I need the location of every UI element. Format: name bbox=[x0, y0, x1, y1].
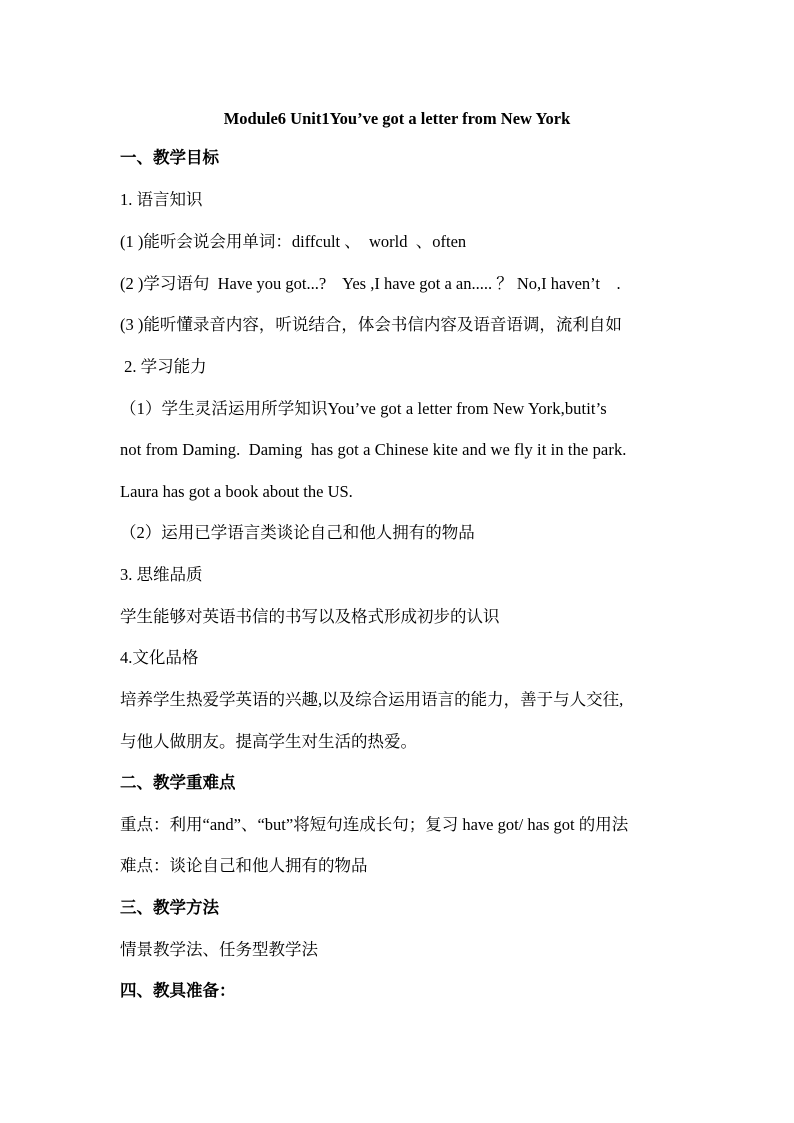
paragraph-line: （2）运用已学语言类谈论自己和他人拥有的物品 bbox=[120, 523, 475, 542]
paragraph-line: 培养学生热爱学英语的兴趣,以及综合运用语言的能力，善于与人交往, bbox=[120, 690, 624, 709]
paragraph-line: (3 )能听懂录音内容，听说结合，体会书信内容及语音语调，流利自如 bbox=[120, 315, 622, 334]
paragraph-line: (1 )能听会说会用单词：diffcult 、 world 、often bbox=[120, 232, 467, 251]
paragraph-line: 难点：谈论自己和他人拥有的物品 bbox=[120, 856, 368, 875]
document-title: Module6 Unit1You’ve got a letter from New York bbox=[223, 109, 571, 128]
subheading-thinking-quality: 3. 思维品质 bbox=[120, 565, 203, 584]
paragraph-line: Laura has got a book about the US. bbox=[120, 482, 353, 501]
section-heading-key-points: 二、教学重难点 bbox=[120, 773, 236, 792]
paragraph-line: 与他人做朋友。提高学生对生活的热爱。 bbox=[120, 732, 417, 751]
paragraph-line: (2 )学习语句 Have you got...? Yes ,I have got a an..... ？ No,I haven’t . bbox=[120, 274, 621, 293]
subheading-language-knowledge: 1. 语言知识 bbox=[120, 190, 203, 209]
subheading-cultural-character: 4.文化品格 bbox=[120, 648, 199, 667]
paragraph-line: （1）学生灵活运用所学知识You’ve got a letter from New York,butit’s bbox=[120, 399, 607, 418]
paragraph-line: 重点：利用“and”、“but”将短句连成长句；复习 have got/ has got 的用法 bbox=[120, 815, 629, 834]
section-heading-objectives: 一、教学目标 bbox=[120, 148, 219, 167]
section-heading-methods: 三、教学方法 bbox=[120, 898, 219, 917]
subheading-learning-ability: 2. 学习能力 bbox=[120, 357, 207, 376]
section-heading-teaching-aids: 四、教具准备： bbox=[120, 981, 236, 1000]
paragraph-line: 情景教学法、任务型教学法 bbox=[120, 940, 318, 959]
paragraph-line: not from Daming. Daming has got a Chinese kite and we fly it in the park. bbox=[120, 440, 627, 459]
paragraph-line: 学生能够对英语书信的书写以及格式形成初步的认识 bbox=[120, 607, 500, 626]
